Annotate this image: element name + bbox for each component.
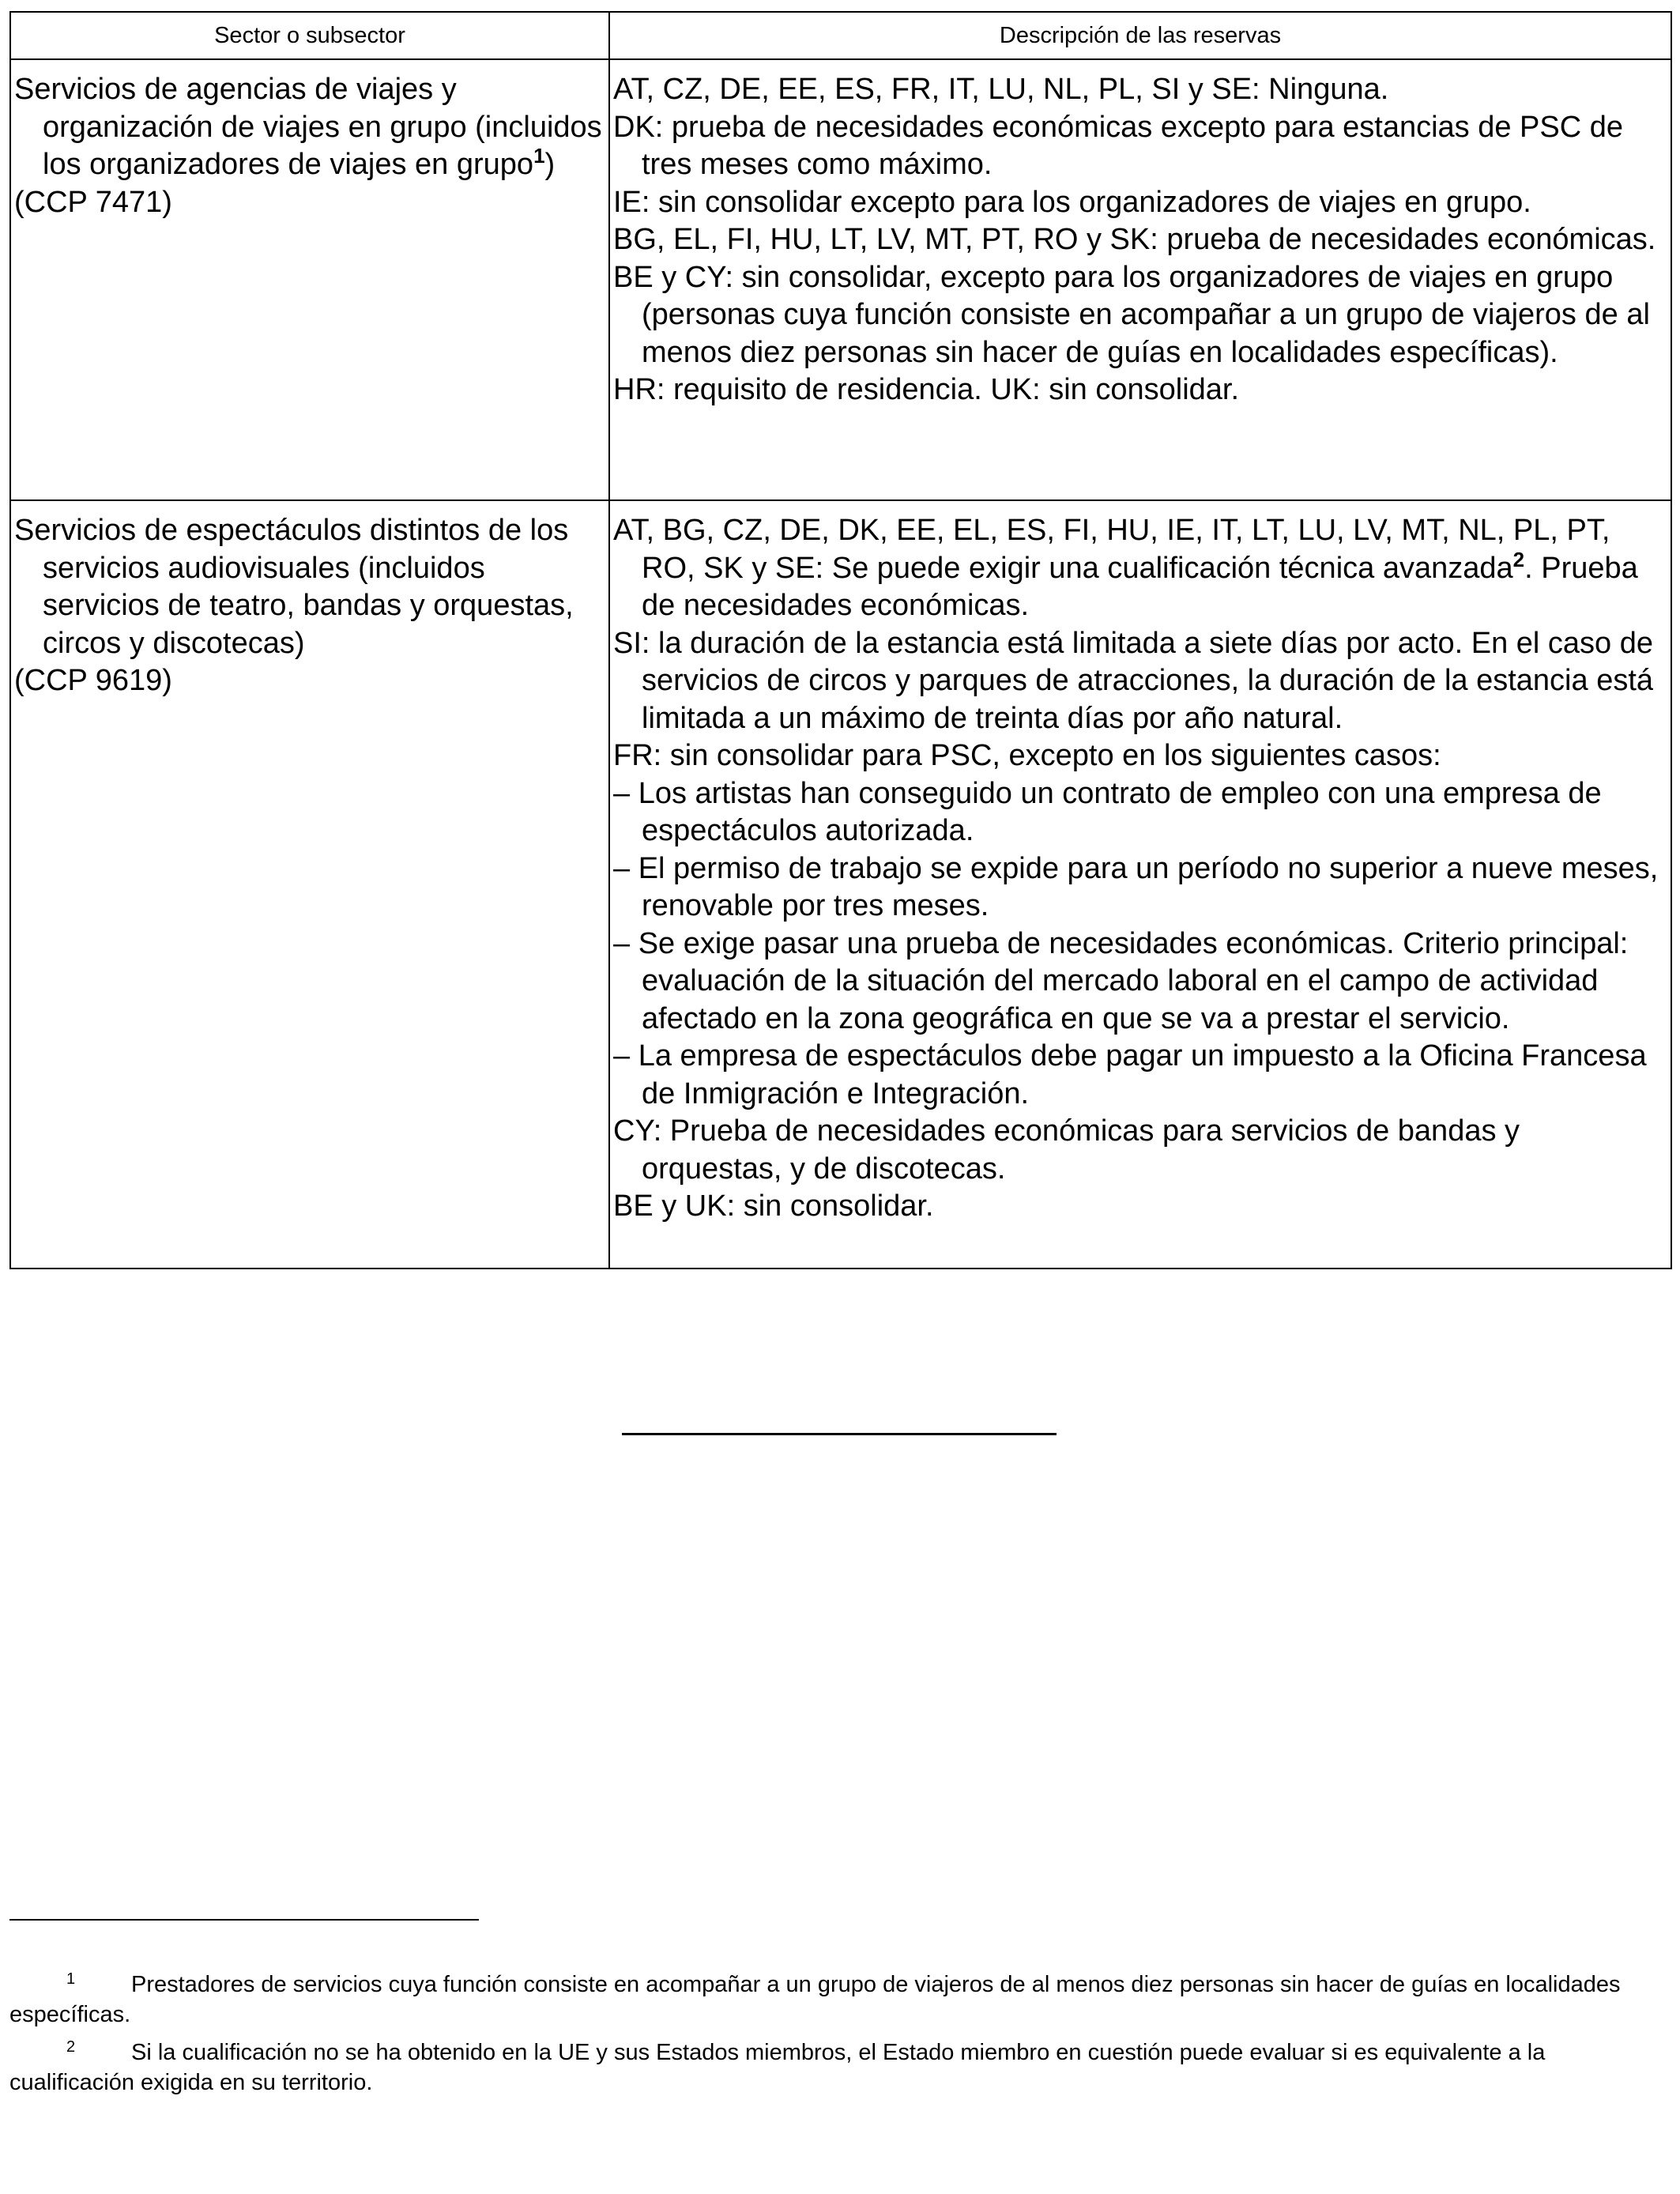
footnote: 1 Prestadores de servicios cuya función consiste en acompañar a un grupo de viajeros de al menos diez personas sin hacer de guías en localidades específicas. <box>9 1970 1621 2027</box>
sector-name: Servicios de agencias de viajes y organización de viajes en grupo (incluidos los organizadores de viajes en grupo$^1$) <box>14 73 602 181</box>
reserve-entry: HR: requisito de residencia. UK: sin consolidar. <box>613 373 1240 406</box>
dash-bullet: – <box>613 926 631 960</box>
bullet-item: – Los artistas han conseguido un contrato de empleo con una empresa de espectáculos autorizada. <box>613 776 1602 847</box>
reserve-entry: FR: sin consolidar para PSC, excepto en los siguientes casos: <box>613 739 1441 772</box>
reserve-entry: AT, BG, CZ, DE, DK, EE, EL, ES, FI, HU, IE, IT, LT, LU, LV, MT, NL, PL, PT, RO, SK y SE: Se puede exigir una cualificación técnica avanzada$^2$. Prueba de necesidades económicas. <box>613 514 1638 622</box>
footnote-separator <box>9 1919 479 1921</box>
bullet-item: – El permiso de trabajo se expide para un período no superior a nueve meses, renovable por tres meses. <box>613 851 1659 922</box>
bullet-item: – Se exige pasar una prueba de necesidades económicas. Criterio principal: evaluación de la situación del mercado laboral en el campo de actividad afectado en la zona geográfica en que se va a prestar el servicio. <box>613 926 1629 1035</box>
reserves-cell <box>609 59 1671 500</box>
footnote-text: Si la cualificación no se ha obtenido en la UE y sus Estados miembros, el Estado miembro en cuestión puede evaluar si es equivalente a la cualificación exigida en su territorio. <box>9 2040 1546 2095</box>
bullet-item: – La empresa de espectáculos debe pagar un impuesto a la Oficina Francesa de Inmigración e Integración. <box>613 1039 1647 1110</box>
reserve-entry: IE: sin consolidar excepto para los organizadores de viajes en grupo. <box>613 185 1531 219</box>
reserve-entry: CY: Prueba de necesidades económicas para servicios de bandas y orquestas, y de discotecas. <box>613 1114 1520 1186</box>
reserves-cell <box>609 500 1671 1269</box>
header-sector: Sector o subsector <box>10 12 609 59</box>
reserve-entry: BE y UK: sin consolidar. <box>613 1189 934 1223</box>
sector-cell <box>10 500 609 1269</box>
sector-code: (CCP 7471) <box>14 185 172 219</box>
reservations-table <box>9 11 1672 1269</box>
sector-code: (CCP 9619) <box>14 664 172 697</box>
footnote: 2 Si la cualificación no se ha obtenido en la UE y sus Estados miembros, el Estado miembro en cuestión puede evaluar si es equivalente a la cualificación exigida en su territorio. <box>9 2038 1546 2095</box>
header-description: Descripción de las reservas <box>609 12 1671 59</box>
end-of-text-rule <box>622 1433 1057 1435</box>
reserve-entry: AT, CZ, DE, EE, ES, FR, IT, LU, NL, PL, SI y SE: Ninguna. <box>613 73 1389 106</box>
dash-bullet: – <box>613 776 631 810</box>
sector-name: Servicios de espectáculos distintos de los servicios audiovisuales (incluidos servicios de teatro, bandas y orquestas, circos y discotecas) <box>14 514 574 660</box>
reserve-entry: BG, EL, FI, HU, LT, LV, MT, PT, RO y SK: prueba de necesidades económicas. <box>613 223 1656 256</box>
reserve-entry: DK: prueba de necesidades económicas excepto para estancias de PSC de tres meses como máximo. <box>613 110 1624 181</box>
reserve-entry: SI: la duración de la estancia está limitada a siete días por acto. En el caso de servicios de circos y parques de atracciones, la duración de la estancia está limitada a un máximo de treinta días por año natural. <box>613 626 1654 735</box>
sector-cell <box>10 59 609 500</box>
table-row <box>10 59 1671 500</box>
dash-bullet: – <box>613 851 631 885</box>
dash-bullet: – <box>613 1039 631 1072</box>
footnote-text: Prestadores de servicios cuya función consiste en acompañar a un grupo de viajeros de al menos diez personas sin hacer de guías en localidades específicas. <box>9 1972 1621 2027</box>
footnote-ref: 2 <box>1512 547 1525 571</box>
footnote-ref: 1 <box>533 144 545 168</box>
reserve-entry: BE y CY: sin consolidar, excepto para los organizadores de viajes en grupo (personas cuya función consiste en acompañar a un grupo de viajeros de al menos diez personas sin hacer de guías en localidades específicas). <box>613 260 1650 369</box>
footnotes <box>9 1970 1672 2105</box>
table-header-row <box>10 12 1671 59</box>
table-row <box>10 500 1671 1269</box>
